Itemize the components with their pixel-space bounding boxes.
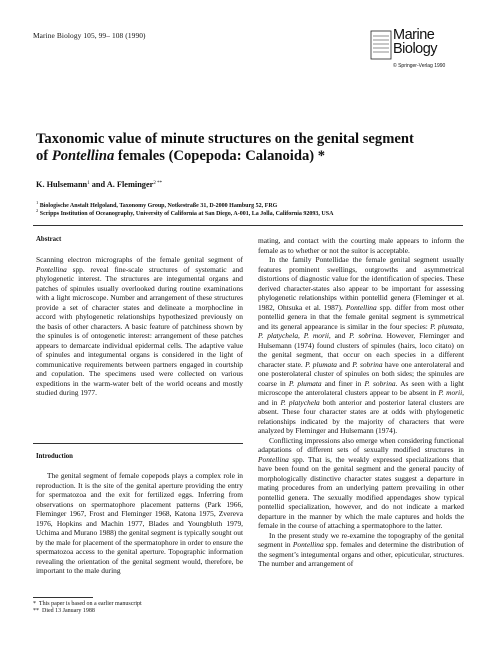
p2-it8: P. morii, [438,388,464,397]
footnote-divider [33,597,93,598]
p2-b: spp. differ from most other pontellid genera in that the female genital segment is symmetrical and its general appearance is similar in the four species: [258,302,464,331]
title-line-1: Taxonomic value of minute structures on the genital segment [36,131,414,147]
footnote-2-text: Died 13 January 1988 [42,608,95,615]
author-2: A. Fleminger [106,180,154,189]
affiliation-2 [36,208,333,217]
journal-logo [370,26,470,76]
introduction-text [36,471,243,576]
right-paragraph-4 [258,531,464,569]
p2-it7: P. sobrina. [364,378,398,388]
right-paragraph-1: mating, and contact with the courting male appears to inform the female as to whether or not the suitor is acceptable. [258,236,464,255]
p2-it4: P. plumata [305,359,337,369]
p2-e: and [339,359,350,369]
p4-it: Pontellina [292,540,324,549]
author-1-mark: 1 [87,181,90,186]
footnote-1-text: This paper is based on a earlier manuscript [38,601,142,607]
abstract-part-1: Scanning electron micrographs of the female genital segment of [36,255,243,264]
abstract-text [36,255,243,398]
title-line-2-prefix: of [36,148,49,164]
paper-title [36,131,466,165]
logo-word-marine: Marine [393,27,435,43]
p2-a: In the family Pontellidae the female genital segment usually features prominent swellings, outgrowths and asymmetrical distortions of diagnostic value for the identification of species. These derived character-states also appear to be important for assessing phylogenetic relationships within pontellid genera (Fleminger et al. 1982, Ohtsuka et al. 1987). [258,255,464,312]
p2-c: and [334,331,346,340]
affiliation-1-text: Biologische Anstalt Helgoland, Taxonomy Group, Notkestraße 31, D-2000 Hamburg 52, FRG [39,203,278,209]
p3-b: spp. That is, the weakly expressed specializations that have been found on the genital segment and the general paucity of morphologically distinctive character states suggest a departure in mating procedures from an underlying pattern prevailing in other pontellid genera. The sexually modified appendages show typical pontellid specialization, however, and do not indicate a marked departure in the manner by which the male captures and holds the female in the course of attaching a spermatophore to the latter. [258,454,464,530]
copyright-line: © Springer-Verlag 1990 [393,63,446,69]
p2-i: and in [258,397,278,407]
introduction-paragraph: The genital segment of female copepods plays a complex role in reproduction. It is the site of the genital aperture providing the entry for spermatozoa and the exit for fertilized eggs. Inferring from observations on spermatophore placement patterns (Park 1966, Fleminger 1967, Frost and Fleminger 1968, Katona 1975, Zvereva 1976, Hopkins and Machin 1977, Blades and Youngbluth 1979, Uchima and Murano 1988) the genital segment is typically sought out by the male for placement of the spermatophore in order to ensure the spermatozoa access to the genital aperture. Topographic information revealing the orientation of the genital segment would, therefore, be important to the male during [36,471,243,575]
affiliation-1-mark: 1 [36,200,39,205]
p3-a: Conflicting impressions also emerge when considering functional adaptations of different sets of sexually modified structures in [258,435,464,454]
abstract-part-2: spp. reveal fine-scale structures of systematic and phylogenetic interest. The structures are integumental organs and patches of spinules usually overlooked during routine examinations with a light microscope. Number and arrangement of these structures provide a set of character states and delineate a morphocline in accord with phylogenetic relationships hypothesized previously on the basis of other characters. A basic feature of patchiness shown by the spinules is of ontogenetic interest: arrangement of these patches appears to demarcate individual epidermal cells. The adaptive value of spinules and integumental organs is considered in the light of communicative requirements between partners engaged in courtship and copulation. The specimens used were collected on various expeditions in the warm-water belt of the world oceans and mostly studied during 1977. [36,264,243,397]
springer-seal-icon [370,30,392,60]
right-paragraph-2 [258,255,464,436]
right-paragraph-3 [258,436,464,531]
footnote-2-mark: ** [33,608,39,615]
p3-it: Pontellina [258,454,289,464]
p2-h: As seen with a light microscope the anterolateral clusters appear to be absent in [258,378,464,397]
footnote-1-mark: * [33,601,36,607]
p2-d: However, Fleminger and Hulsemann (1974) found clusters of spinules (hairs, loco citato) on the genital segment, that occur on each species in a different character state. [258,331,464,369]
p2-g: and finer in [324,378,362,388]
p2-it3: P. sobrina. [349,331,383,340]
affiliation-2-text: Scripps Institution of Oceanography, University of California at San Diego, A-001, La Jolla, California 92093, USA [39,211,334,217]
p2-it9: P. platychela [280,397,320,407]
title-line-2-suffix: females (Copepoda: Calanoida) * [117,148,326,164]
p4-a: In the present study we re-examine the topography of the genital segment in [258,530,464,549]
footnotes [33,601,142,616]
p2-it5: P. sobrina [352,359,383,369]
abstract-genus: Pontellina [36,264,67,274]
author-1: K. Hulsemann [36,180,88,189]
author-2-mark: 2 ** [153,181,163,186]
footnote-2 [33,608,142,615]
running-header: Marine Biology 105, 99– 108 (1990) [33,31,146,40]
header-divider [33,225,463,226]
p4-b: spp. females and determine the distribution of the segment’s integumental organs and other, epicuticular, structures. The number and arrangement of [258,540,464,568]
p2-f: have one anterolateral and one posterolateral cluster of spinules on both sides; the spinules are coarse in [258,359,464,388]
p2-it1: Pontellina [345,302,377,312]
right-column [258,236,464,569]
footnote-1 [33,601,142,608]
introduction-heading: Introduction [36,453,73,460]
title-genus: Pontellina [51,148,115,164]
p2-j: both anterior and posterior lateral clusters are absent. These four character states are at odds with phylogenetic relationships indicated by the majority of characters that were analyzed by Fleminger and Hulsemann (1974). [258,397,464,435]
author-and: and [91,180,106,189]
p2-it6: P. plumata [288,378,322,388]
p2-it2: P. plumata, P. platychela, P. morii, [258,321,464,340]
affiliation-2-mark: 2 [36,208,39,213]
author-line [36,180,162,189]
abstract-heading: Abstract [36,236,62,243]
logo-word-biology: Biology [393,41,438,57]
abstract-divider [33,443,243,444]
